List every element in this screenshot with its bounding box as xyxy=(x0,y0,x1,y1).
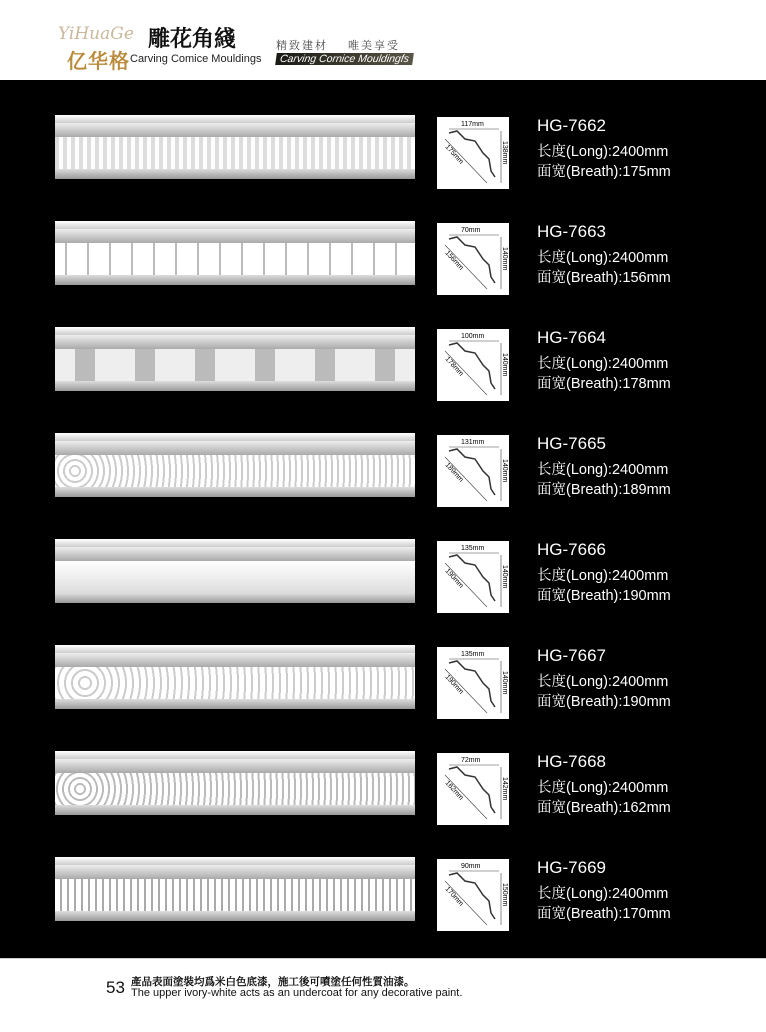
depth-label: 162mm xyxy=(443,779,465,802)
page-header xyxy=(0,0,766,81)
product-length: 长度(Long):2400mm xyxy=(537,356,669,372)
profile-diagram xyxy=(437,223,509,295)
product-length: 长度(Long):2400mm xyxy=(537,568,669,584)
brand-logo-script: YiHuaGe xyxy=(58,24,134,44)
brand-logo: 亿华格 xyxy=(67,51,130,73)
product-row xyxy=(0,327,766,433)
height-label: 138mm xyxy=(501,141,508,165)
product-breath: 面宽(Breath):162mm xyxy=(537,800,671,816)
profile-diagram xyxy=(437,541,509,613)
product-code: HG-7662 xyxy=(537,116,606,135)
width-label: 135mm xyxy=(461,651,485,658)
depth-label: 190mm xyxy=(443,567,465,590)
profile-diagram xyxy=(437,117,509,189)
depth-label: 175mm xyxy=(443,143,465,166)
depth-label: 190mm xyxy=(443,673,465,696)
moulding-image xyxy=(55,539,415,609)
product-code: HG-7664 xyxy=(537,328,606,347)
height-label: 140mm xyxy=(501,671,508,695)
product-code: HG-7667 xyxy=(537,646,606,665)
height-label: 142mm xyxy=(501,777,508,801)
profile-diagram xyxy=(437,753,509,825)
width-label: 100mm xyxy=(461,333,485,340)
depth-label: 156mm xyxy=(443,249,465,272)
footer-note-cn: 產品表面塗裝均爲米白色底漆，施工後可噴塗任何性質油漆。 xyxy=(131,976,415,988)
product-code: HG-7663 xyxy=(537,222,606,241)
moulding-image xyxy=(55,327,415,397)
product-breath: 面宽(Breath):156mm xyxy=(537,270,671,286)
product-row xyxy=(0,221,766,327)
product-breath: 面宽(Breath):175mm xyxy=(537,164,671,180)
depth-label: 170mm xyxy=(443,885,465,908)
depth-label: 178mm xyxy=(443,355,465,378)
footer-note-en: The upper ivory-white acts as an undercoat for any decorative paint. xyxy=(131,987,463,999)
height-label: 140mm xyxy=(501,459,508,483)
product-breath: 面宽(Breath):190mm xyxy=(537,694,671,710)
moulding-image xyxy=(55,645,415,715)
product-code: HG-7666 xyxy=(537,540,606,559)
page-subtitle: Carving Comice Mouldings xyxy=(130,53,262,65)
page-number: 53 xyxy=(106,978,125,997)
moulding-image xyxy=(55,433,415,503)
product-length: 长度(Long):2400mm xyxy=(537,462,669,478)
product-breath: 面宽(Breath):189mm xyxy=(537,482,671,498)
moulding-image xyxy=(55,857,415,927)
moulding-image xyxy=(55,221,415,291)
product-length: 长度(Long):2400mm xyxy=(537,144,669,160)
moulding-image xyxy=(55,751,415,821)
page-title: 雕花角綫 xyxy=(148,26,237,52)
height-label: 140mm xyxy=(501,565,508,589)
height-label: 140mm xyxy=(501,247,508,271)
width-label: 117mm xyxy=(461,121,484,128)
slogan-2: 唯美享受 xyxy=(348,40,400,52)
product-length: 长度(Long):2400mm xyxy=(537,886,669,902)
product-breath: 面宽(Breath):170mm xyxy=(537,906,671,922)
profile-diagram xyxy=(437,329,509,401)
product-row xyxy=(0,539,766,645)
page-footer xyxy=(0,958,766,1032)
product-row xyxy=(0,857,766,963)
height-label: 140mm xyxy=(501,353,508,377)
moulding-image xyxy=(55,115,415,185)
profile-diagram xyxy=(437,435,509,507)
product-row xyxy=(0,645,766,751)
profile-diagram xyxy=(437,859,509,931)
profile-diagram xyxy=(437,647,509,719)
product-row xyxy=(0,751,766,857)
width-label: 70mm xyxy=(461,227,481,234)
product-length: 长度(Long):2400mm xyxy=(537,780,669,796)
width-label: 135mm xyxy=(461,545,485,552)
product-list xyxy=(0,80,766,958)
product-code: HG-7668 xyxy=(537,752,606,771)
product-code: HG-7665 xyxy=(537,434,606,453)
product-length: 长度(Long):2400mm xyxy=(537,250,669,266)
product-breath: 面宽(Breath):178mm xyxy=(537,376,671,392)
width-label: 72mm xyxy=(461,757,481,764)
product-row xyxy=(0,433,766,539)
width-label: 90mm xyxy=(461,863,481,870)
width-label: 131mm xyxy=(461,439,485,446)
product-breath: 面宽(Breath):190mm xyxy=(537,588,671,604)
height-label: 150mm xyxy=(501,883,508,907)
slogan-1: 精致建材 xyxy=(276,40,328,52)
product-row xyxy=(0,115,766,221)
depth-label: 189mm xyxy=(443,461,465,484)
product-length: 长度(Long):2400mm xyxy=(537,674,669,690)
product-code: HG-7669 xyxy=(537,858,606,877)
category-tag: Carving Cornice Mouldingfs xyxy=(275,53,414,65)
